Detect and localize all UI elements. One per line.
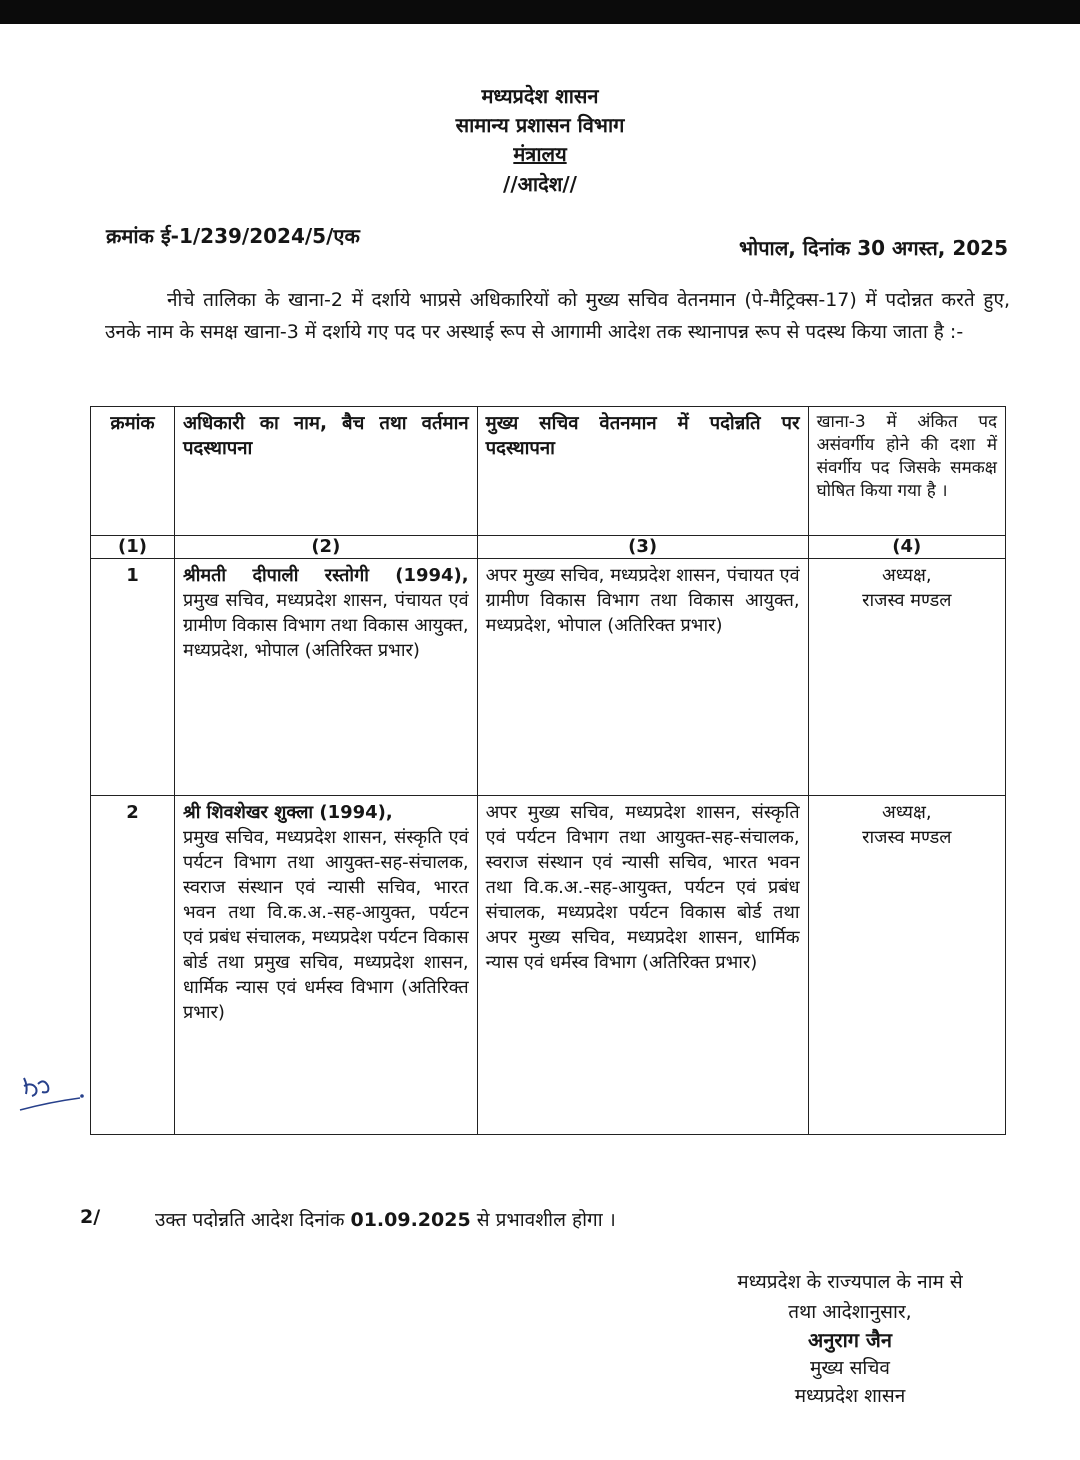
row-equivalent: [808, 796, 1005, 1135]
officer-name: श्री शिवशेखर शुक्ला (1994),: [183, 802, 393, 823]
table-header-row: [91, 407, 1006, 536]
header-department: सामान्य प्रशासन विभाग: [455, 113, 625, 137]
row-new-posting: अपर मुख्य सचिव, मध्यप्रदेश शासन, संस्कृति एवं पर्यटन विभाग तथा आयुक्त-सह-संचालक, स्वराज संस्थान एवं न्यासी सचिव, भारत भवन तथा वि.क.अ.-सह-आयुक्त, पर्यटन एवं प्रबंध संचालक, मध्यप्रदेश पर्यटन विकास बोर्ड तथा अपर मुख्य सचिव, मध्यप्रदेश शासन, धार्मिक न्यास एवं धर्मस्व विभाग (अतिरिक्त प्रभार): [477, 796, 808, 1135]
officer-current-post: प्रमुख सचिव, मध्यप्रदेश शासन, पंचायत एवं ग्रामीण विकास विभाग तथा विकास आयुक्त, मध्यप्रदेश, भोपाल (अतिरिक्त प्रभार): [183, 590, 469, 661]
index-4: (4): [808, 536, 1005, 559]
row-sno: 2: [91, 796, 175, 1135]
handwritten-initials-icon: [18, 1066, 88, 1126]
officer-current-post: प्रमुख सचिव, मध्यप्रदेश शासन, संस्कृति एवं पर्यटन विभाग तथा आयुक्त-सह-संचालक, स्वराज संस्थान एवं न्यासी सचिव, भारत भवन तथा वि.क.अ.-सह-आयुक्त, पर्यटन एवं प्रबंध संचालक, मध्यप्रदेश पर्यटन विकास बोर्ड तथा प्रमुख सचिव, मध्यप्रदेश शासन, धार्मिक न्यास एवं धर्मस्व विभाग (अतिरिक्त प्रभार): [183, 827, 469, 1023]
signature-line-2: तथा आदेशानुसार,: [788, 1301, 912, 1323]
effective-date: 01.09.2025: [350, 1209, 471, 1231]
signature-line-1: मध्यप्रदेश के राज्यपाल के नाम से: [737, 1271, 963, 1293]
index-1: (1): [91, 536, 175, 559]
equivalent-line-1: अध्यक्ष,: [882, 565, 932, 586]
header-posting: मुख्य सचिव वेतनमान में पदोन्नति पर पदस्थापना: [477, 407, 808, 536]
header-ministry: मंत्रालय: [513, 142, 567, 166]
row-officer: [175, 796, 478, 1135]
signatory-designation: मुख्य सचिव: [810, 1357, 890, 1379]
row-new-posting: अपर मुख्य सचिव, मध्यप्रदेश शासन, पंचायत एवं ग्रामीण विकास विभाग तथा विकास आयुक्त, मध्यप्रदेश, भोपाल (अतिरिक्त प्रभार): [477, 559, 808, 796]
promotion-table: [90, 406, 1006, 1135]
table-row: [91, 796, 1006, 1135]
equivalent-line-2: राजस्व मण्डल: [862, 827, 952, 848]
equivalent-line-2: राजस्व मण्डल: [862, 590, 952, 611]
index-3: (3): [477, 536, 808, 559]
table-index-row: [91, 536, 1006, 559]
intro-paragraph: नीचे तालिका के खाना-2 में दर्शाये भाप्रसे अधिकारियों को मुख्य सचिव वेतनमान (पे-मैट्रिक्स-17) में पदोन्नत करते हुए, उनके नाम के समक्ष खाना-3 में दर्शाये गए पद पर अस्थाई रूप से आगामी आदेश तक स्थानापन्न रूप से पदस्थ किया जाता है :-: [105, 289, 1010, 343]
signatory-name: अनुराग जैन: [808, 1328, 892, 1352]
header-state: मध्यप्रदेश शासन: [481, 84, 599, 108]
header-equivalent: खाना-3 में अंकित पद असंवर्गीय होने की दशा में संवर्गीय पद जिसके समकक्ष घोषित किया गया है ।: [808, 407, 1005, 536]
signatory-office: मध्यप्रदेश शासन: [794, 1385, 906, 1407]
header-officer: अधिकारी का नाम, बैच तथा वर्तमान पदस्थापना: [175, 407, 478, 536]
order-number: क्रमांक ई-1/239/2024/5/एक: [106, 224, 360, 248]
point-number: 2/: [80, 1206, 101, 1228]
header-sno: क्रमांक: [91, 407, 175, 536]
row-equivalent: [808, 559, 1005, 796]
top-dark-bar: [0, 0, 1080, 24]
effective-date-text: उक्त पदोन्नति आदेश दिनांक 01.09.2025 से प्रभावशील होगा ।: [155, 1209, 616, 1231]
table-row: [91, 559, 1006, 796]
row-sno: 1: [91, 559, 175, 796]
index-2: (2): [175, 536, 478, 559]
officer-name: श्रीमती दीपाली रस्तोगी (1994),: [183, 565, 469, 586]
order-date: भोपाल, दिनांक 30 अगस्त, 2025: [738, 236, 1008, 260]
equivalent-line-1: अध्यक्ष,: [882, 802, 932, 823]
header-order: //आदेश//: [503, 172, 577, 196]
row-officer: [175, 559, 478, 796]
